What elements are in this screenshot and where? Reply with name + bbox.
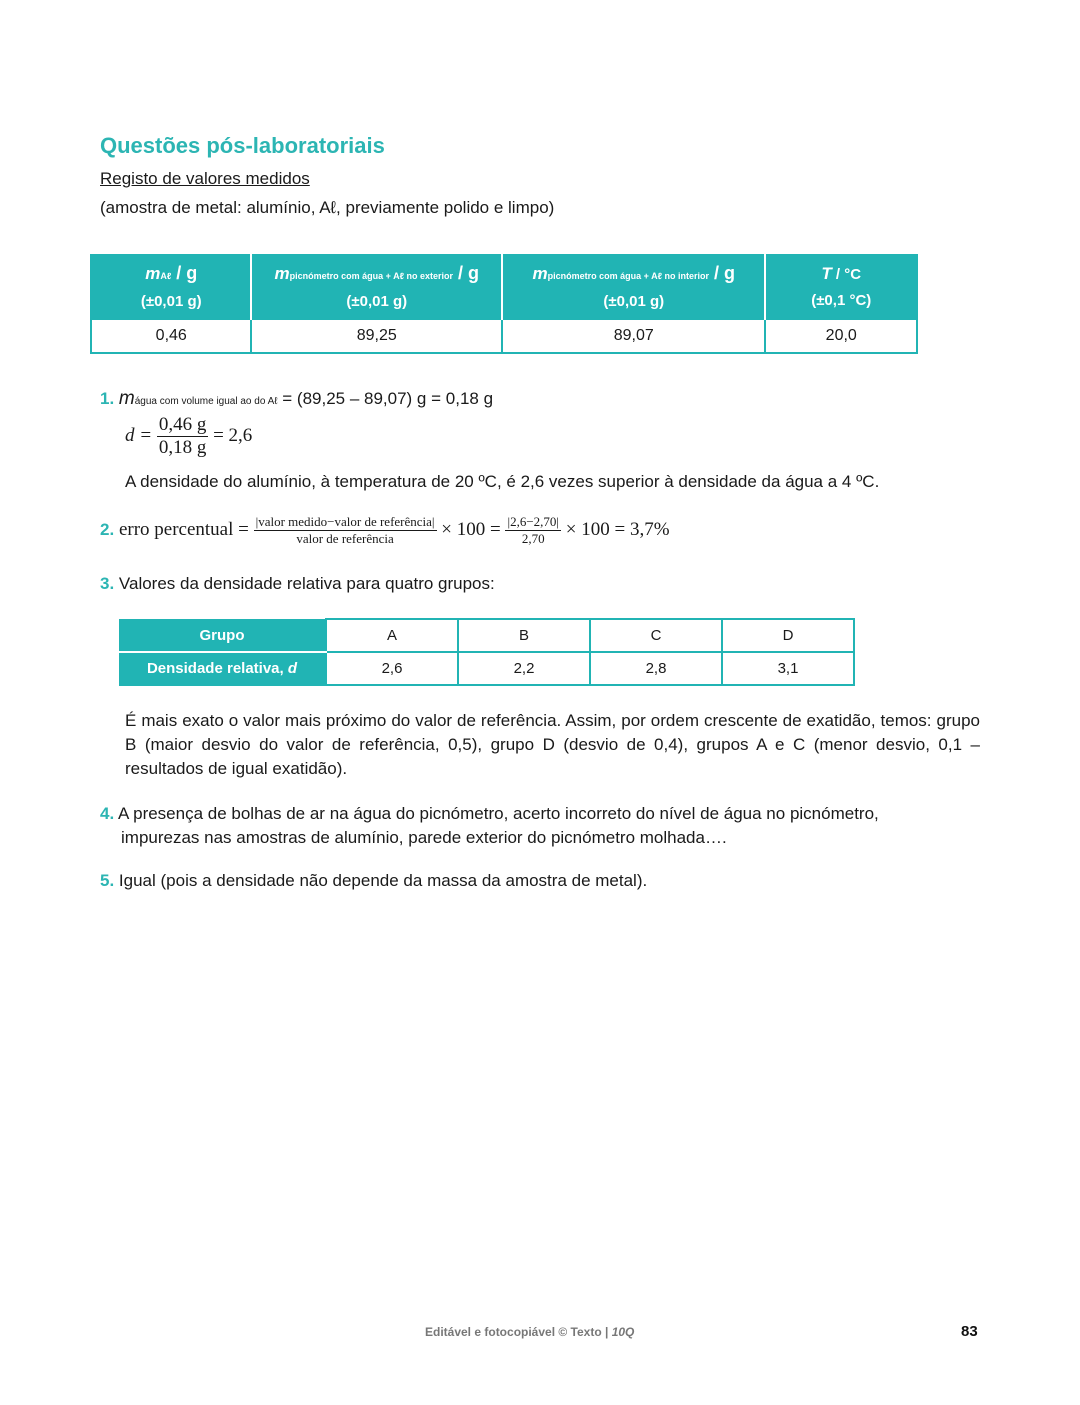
group-a: A (326, 619, 458, 652)
header-temperature: T / °C (±0,1 °C) (765, 255, 917, 319)
groups-row (119, 619, 854, 652)
question-1: 1. mágua com volume igual ao do Aℓ = (89,25 – 89,07) g = 0,18 g (100, 388, 494, 409)
group-d: D (722, 619, 854, 652)
question-4: 4. A presença de bolhas de ar na água do picnómetro, acerto incorreto do nível de água no picnómetro, impurezas nas amostras de alumínio, parede exterior do picnómetro molhada…. (100, 804, 879, 847)
section-subtitle: Registo de valores medidos (100, 169, 310, 188)
row-header-group: Grupo (119, 619, 326, 652)
question-3: 3. Valores da densidade relativa para quatro grupos: (100, 574, 495, 593)
measurements-value-row (91, 319, 917, 353)
percent-error-values: $\frac{|2,6-2,70|}{2,70}$ (507, 514, 560, 546)
header-mass-exterior: mpicnómetro com água + Aℓ no exterior / g (±0,01 g) (251, 255, 502, 319)
footer-copyright: Editável e fotocopiável © Texto | 10Q (425, 1325, 635, 1339)
row-header-density: Densidade relativa, d (119, 652, 326, 685)
question-3-conclusion: É mais exato o valor mais próximo do valor de referência. Assim, por ordem crescente de exatidão, temos: grupo B (maior desvio do valor de referência, 0,5), grupo D (desvio de 0,4), grupos A e C (menor desvio, 0,1 – resultados de igual exatidão). (125, 711, 980, 778)
sample-note: (amostra de metal: alumínio, Aℓ, previamente polido e limpo) (100, 198, 555, 217)
value-mass-al: 0,46 (91, 319, 251, 353)
question-number: 3. (100, 574, 115, 593)
header-mass-interior: mpicnómetro com água + Aℓ no interior / g (±0,01 g) (502, 255, 765, 319)
density-equation: d = $\frac{0,46 g}{0,18 g}$ = 2,6 (125, 414, 253, 458)
question-number: 2. (100, 519, 115, 539)
density-a: 2,6 (326, 652, 458, 685)
question-1-conclusion: A densidade do alumínio, à temperatura de 20 ºC, é 2,6 vezes superior à densidade da água a 4 ºC. (125, 472, 880, 491)
question-number: 1. (100, 389, 115, 408)
density-row (119, 652, 854, 685)
value-temperature: 20,0 (765, 319, 917, 353)
question-number: 4. (100, 804, 115, 823)
section-title: Questões pós-laboratoriais (100, 133, 385, 158)
measurements-header-row (91, 255, 917, 319)
header-mass-al: mAℓ / g (±0,01 g) (91, 255, 251, 319)
percent-error-formula: $\frac{\text{|valor medido−valor de referência|}}{\text{valor de referência}}$ (255, 514, 435, 546)
group-b: B (458, 619, 590, 652)
question-5: 5. Igual (pois a densidade não depende da massa da amostra de metal). (100, 871, 648, 890)
measurements-table (90, 254, 918, 354)
value-mass-exterior: 89,25 (251, 319, 502, 353)
question-2: 2. erro percentual = $\frac{\text{|valor medido−valor de referência|}}{\text{valor de referência}}$ × 100 = $\frac{|2,6-2,70|}{2,70}$ × 100 = 3,7% (100, 514, 670, 546)
density-fraction: $\frac{0,46 g}{0,18 g}$ (158, 414, 207, 458)
page-number: 83 (961, 1323, 978, 1340)
density-d: 3,1 (722, 652, 854, 685)
value-mass-interior: 89,07 (502, 319, 765, 353)
density-b: 2,2 (458, 652, 590, 685)
group-c: C (590, 619, 722, 652)
density-c: 2,8 (590, 652, 722, 685)
groups-density-table (119, 618, 855, 686)
question-number: 5. (100, 871, 115, 890)
